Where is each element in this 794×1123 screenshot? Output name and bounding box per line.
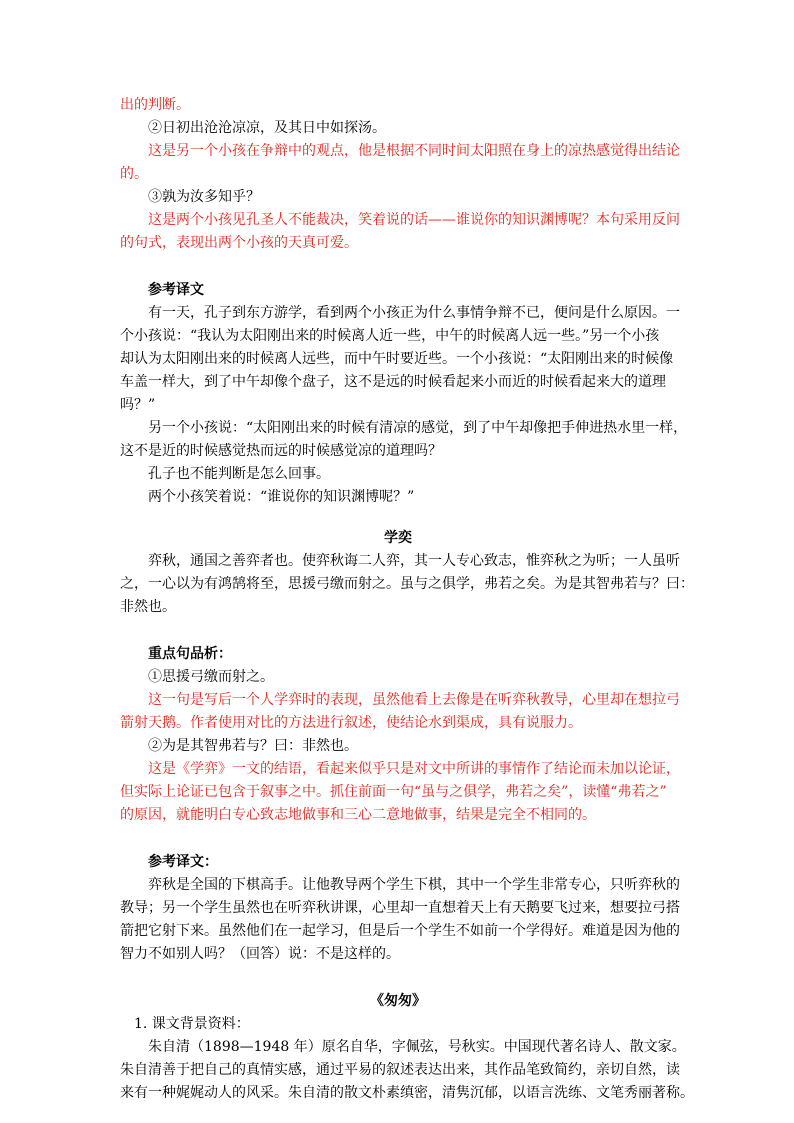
paragraph-line: 车盖一样大，到了中午却像个盘子，这不是远的时候看起来小而近的时候看起来大的道理	[120, 374, 666, 390]
paragraph-line: 却认为太阳刚出来的时候离人远些，而中午时要近些。一个小孩说：“太阳刚出来的时候像	[120, 351, 674, 367]
lesson-title: 学奕	[384, 530, 412, 546]
paragraph-line: 弈秋是全国的下棋高手。让他教导两个学生下棋，其中一个学生非常专心，只听弈秋的	[148, 877, 680, 893]
numbered-item: 1. 课文背景资料：	[134, 1016, 250, 1032]
paragraph-line: 这不是近的时候感觉热而远的时候感觉凉的道理吗？	[120, 443, 442, 459]
paragraph-line: 孔子也不能判断是怎么回事。	[148, 466, 330, 482]
analysis-text: 出的判断。	[120, 97, 190, 113]
section-heading: 参考译文	[148, 282, 204, 298]
analysis-text: 的。	[120, 166, 148, 182]
lesson-title: 《匆匆》	[370, 993, 426, 1009]
quote-sentence: ③孰为汝多知乎？	[148, 189, 260, 205]
classical-text-line: 弈秋，通国之善弈者也。使弈秋诲二人弈，其一人专心致志，惟弈秋之为听；一人虽听	[148, 553, 680, 569]
paragraph-line: 两个小孩笑着说：“谁说你的知识渊博呢？”	[148, 489, 415, 505]
paragraph-line: 个小孩说：“我认为太阳刚出来的时候离人近一些，中午的时候离人远一些。”另一个小孩	[120, 328, 660, 344]
section-heading: 重点句品析：	[148, 646, 232, 662]
paragraph-line: 吗？”	[120, 397, 156, 413]
classical-text-line: 非然也。	[120, 599, 176, 615]
analysis-text: 的句式，表现出两个小孩的天真可爱。	[120, 235, 358, 251]
document-page	[120, 94, 694, 1105]
paragraph-line: 朱自清（1898—1948 年）原名自华，字佩弦，号秋实。中国现代著名诗人、散文家。	[148, 1039, 686, 1055]
analysis-text: 这一句是写后一个人学弈时的表现，虽然他看上去像是在听弈秋教导，心里却在想拉弓	[148, 692, 680, 708]
analysis-text: 这是两个小孩见孔圣人不能裁决，笑着说的话——谁说你的知识渊博呢？本句采用反问	[148, 212, 680, 228]
quote-sentence: ②为是其智弗若与？曰：非然也。	[148, 738, 358, 754]
analysis-text: 的原因，就能明白专心致志地做事和三心二意地做事，结果是完全不相同的。	[120, 807, 596, 823]
paragraph-line: 另一个小孩说：“太阳刚出来的时候有清凉的感觉，到了中午却像把手伸进热水里一样，	[148, 420, 688, 436]
analysis-text: 但实际上论证已包含于叙事之中。抓住前面一句“虽与之俱学，弗若之矣”，读懂“弗若之”	[120, 784, 667, 800]
paragraph-line: 教导；另一个学生虽然也在听弈秋讲课，心里却一直想着天上有天鹅要飞过来，想要拉弓搭	[120, 900, 680, 916]
analysis-text: 这是《学弈》一文的结语，看起来似乎只是对文中所讲的事情作了结论而未加以论证，	[148, 761, 680, 777]
quote-sentence: ①思援弓缴而射之。	[148, 669, 274, 685]
paragraph-line: 智力不如别人吗？（回答）说：不是这样的。	[120, 946, 400, 962]
paragraph-line: 有一天，孔子到东方游学，看到两个小孩正为什么事情争辩不已，便问是什么原因。一	[148, 305, 680, 321]
paragraph-line: 来有一种娓娓动人的风采。朱自清的散文朴素缜密，清隽沉郁，以语言洗练、文笔秀丽著称。	[120, 1085, 694, 1101]
analysis-text: 箭射天鹅。作者使用对比的方法进行叙述，使结论水到渠成，具有说服力。	[120, 715, 582, 731]
paragraph-line: 朱自清善于把自己的真情实感，通过平易的叙述表达出来，其作品笔致简约，亲切自然，读	[120, 1062, 680, 1078]
classical-text-line: 之，一心以为有鸿鹄将至，思援弓缴而射之。虽与之俱学，弗若之矣。为是其智弗若与？曰：	[120, 576, 694, 592]
quote-sentence: ②日初出沧沧凉凉，及其日中如探汤。	[148, 120, 386, 136]
paragraph-line: 箭把它射下来。虽然他们在一起学习，但是后一个学生不如前一个学得好。难道是因为他的	[120, 923, 680, 939]
analysis-text: 这是另一个小孩在争辩中的观点，他是根据不同时间太阳照在身上的凉热感觉得出结论	[148, 143, 680, 159]
section-heading: 参考译文：	[148, 854, 218, 870]
